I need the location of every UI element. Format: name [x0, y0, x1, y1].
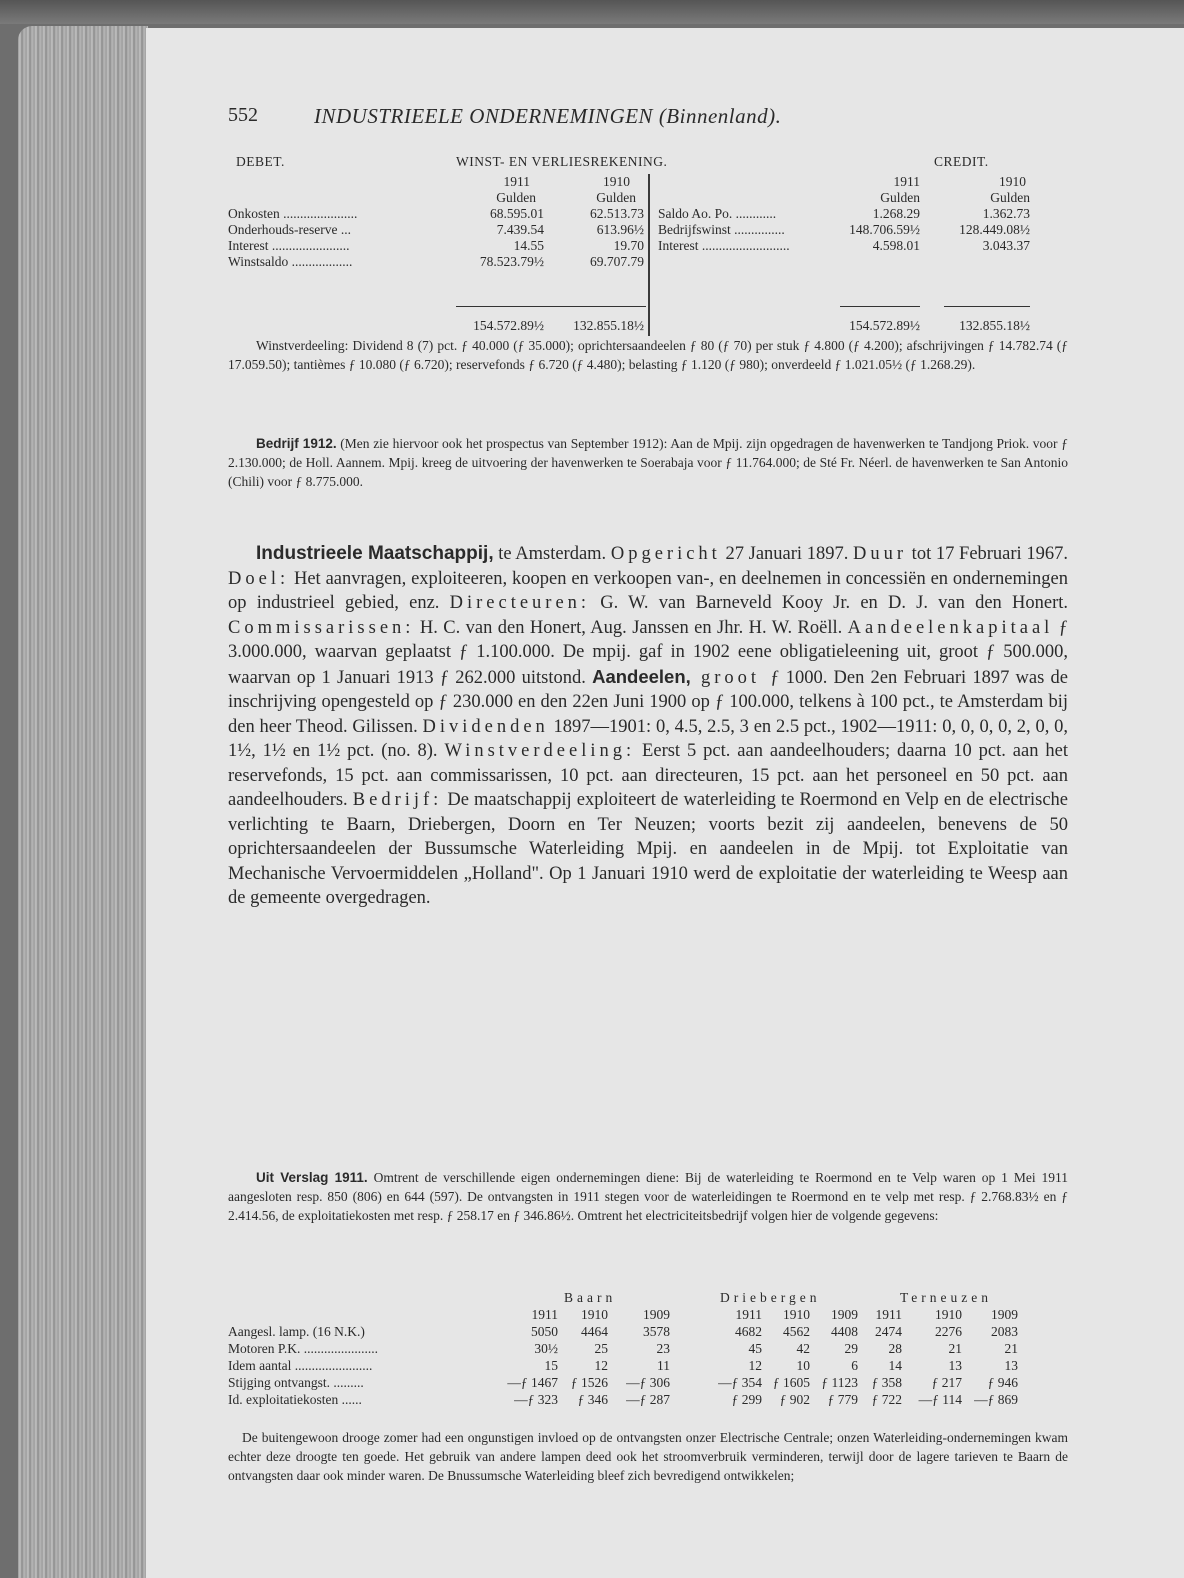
debet-column: [228, 206, 648, 270]
value-1911: 78.523.79½: [479, 254, 544, 269]
cell: 3578: [643, 1324, 670, 1339]
keyword-doel: Doel:: [228, 568, 290, 589]
entry-text: 1897—1901: 0, 4.5, 2.5, 3 en 2.5 pct., 1902—1911: 0, 0, 0, 0, 2, 0, 0, 1½, 1½ en 1½ pct. (no. 8).: [228, 716, 1068, 761]
row-label: Interest ..........................: [658, 238, 790, 253]
keyword-commissarissen: Commissarissen:: [228, 617, 415, 638]
stats-row: [228, 1375, 1068, 1392]
cell: ƒ 946: [987, 1375, 1018, 1390]
year-header: 1910: [783, 1307, 810, 1322]
cell: 28: [888, 1341, 902, 1356]
keyword-dividenden: Dividenden: [422, 716, 549, 737]
cell: 23: [656, 1341, 670, 1356]
debet-row: [228, 254, 648, 270]
cell: 12: [748, 1358, 762, 1373]
group-driebergen: Driebergen: [720, 1290, 821, 1305]
bedrijf-1912-paragraph: [228, 434, 1068, 491]
cell: 10: [796, 1358, 810, 1373]
year-header: 1911: [531, 1307, 558, 1322]
entry-text: G. W. van Barneveld Kooy Jr. en D. J. van den Honert.: [590, 593, 1068, 613]
value-1911: 148.706.59½: [849, 222, 920, 237]
year-header: 1911: [735, 1307, 762, 1322]
credit-total-rule: [944, 306, 1030, 307]
cell: 29: [844, 1341, 858, 1356]
profit-loss-account: [228, 154, 1068, 333]
cell: 4464: [581, 1324, 608, 1339]
cell: ƒ 1123: [821, 1375, 858, 1390]
running-title: INDUSTRIEELE ONDERNEMINGEN (Binnenland).: [314, 104, 782, 128]
entry-text: 27 Januari 1897.: [720, 544, 853, 564]
debet-total-rule: [456, 306, 646, 307]
cell: —ƒ 869: [974, 1392, 1018, 1407]
stats-row: [228, 1358, 1068, 1375]
debet-total-1910: 132.855.18½: [573, 318, 644, 333]
credit-label: CREDIT.: [934, 154, 989, 169]
stats-row: [228, 1341, 1068, 1358]
cell: 45: [748, 1341, 762, 1356]
entry-text: Eerst 5 pct. aan aandeelhouders; daarna 10 pct. aan het reservefonds, 15 pct. aan commissarissen, 10 pct. aan directeuren, 15 pct. aan het personeel en 50 pct. aan aandeelhouders.: [228, 741, 1068, 810]
keyword-duur: Duur: [853, 544, 908, 564]
cell: —ƒ 354: [718, 1375, 762, 1390]
row-label: Onderhouds-reserve ...: [228, 222, 351, 237]
keyword-winstverdeeling: Winstverdeeling:: [444, 741, 636, 761]
cell: 21: [1004, 1341, 1018, 1356]
cell: 4562: [783, 1324, 810, 1339]
cell: —ƒ 306: [626, 1375, 670, 1390]
cell: 25: [594, 1341, 608, 1356]
company-name: Industrieele Maatschappij,: [256, 543, 494, 564]
totals-row: [228, 318, 1068, 334]
debet-row: [228, 238, 648, 254]
cell: 11: [657, 1358, 670, 1373]
unit-label: Gulden: [496, 190, 536, 205]
cell: —ƒ 287: [626, 1392, 670, 1407]
keyword-aandeelen: Aandeelen,: [592, 665, 691, 687]
scan-top-edge: [0, 0, 1184, 24]
stats-row: [228, 1392, 1068, 1409]
unit-label: Gulden: [880, 190, 920, 205]
entry-text: De maatschappij exploiteert de waterleiding te Roermond en Velp en de electrische verlichting te Baarn, Driebergen, Doorn en Ter Neuzen; voorts bezit zij aandeelen, benevens de 50 oprichtersaandeelen der Bussumsche Waterleiding Mpij. en aandeelen in de Mpij. tot Exploitatie van Mechanische Vervoermiddelen „Holland". Op 1 Januari 1910 werd de exploitatie der waterleiding te Weesp aan de gemeente overgedragen.: [228, 790, 1068, 908]
value-1911: 1.268.29: [872, 206, 920, 221]
credit-row: [658, 206, 1068, 222]
value-1910: 62.513.73: [590, 206, 644, 221]
row-label: Aangesl. lamp. (16 N.K.): [228, 1324, 365, 1339]
cell: ƒ 902: [779, 1392, 810, 1407]
row-label: Saldo Ao. Po. ............: [658, 206, 777, 221]
credit-row: [658, 222, 1068, 238]
book-page-edges: [18, 26, 148, 1578]
credit-total-1911: 154.572.89½: [849, 318, 920, 333]
stats-row: [228, 1324, 1068, 1341]
cell: 14: [888, 1358, 902, 1373]
bedrijf-1912-text: (Men zie hiervoor ook het prospectus van September 1912): Aan de Mpij. zijn opgedragen de havenwerken te Tandjong Priok. voor ƒ 2.130.000; de Holl. Aannem. Mpij. kreeg de uitvoering der havenwerken te Soerabaja voor ƒ 11.764.000; de Sté Fr. Néerl. de havenwerken te San Antonio (Chili) voor ƒ 8.775.000.: [228, 436, 1068, 489]
cell: ƒ 358: [871, 1375, 902, 1390]
row-label: Bedrijfswinst ...............: [658, 222, 785, 237]
value-1910: 3.043.37: [982, 238, 1030, 253]
company-entry: [228, 542, 1068, 911]
cell: ƒ 722: [871, 1392, 902, 1407]
keyword-groot: groot: [690, 667, 771, 688]
bedrijf-1912-heading: Bedrijf 1912.: [256, 436, 337, 451]
debet-label: DEBET.: [236, 154, 285, 169]
row-label: Motoren P.K. ......................: [228, 1341, 379, 1356]
winstverdeeling-paragraph: Winstverdeeling: Dividend 8 (7) pct. ƒ 40.000 (ƒ 35.000); oprichtersaandeelen ƒ 80 (ƒ 70) per stuk ƒ 4.800 (ƒ 4.200); afschrijvingen ƒ 14.782.74 (ƒ 17.059.50); tantièmes ƒ 10.080 (ƒ 6.720); reservefonds ƒ 6.720 (ƒ 4.480); belasting ƒ 1.120 (ƒ 980); onverdeeld ƒ 1.021.05½ (ƒ 1.268.29).: [228, 338, 1068, 372]
cell: ƒ 779: [827, 1392, 858, 1407]
year-label: 1911: [503, 174, 530, 189]
entry-text: te Amsterdam.: [493, 544, 611, 564]
years-row: [228, 1307, 1068, 1324]
closing-paragraph: De buitengewoon drooge zomer had een ongunstigen invloed op de ontvangsten onzer Electrische Centrale; onzen Waterleiding-ondernemingen kwam echter deze droogte ten goede. Het gebruik van andere lampen deed ook het stroomverbruik verminderen, terwijl door de lagere tarieven te Baarn de ontvangsten daar ook minder waren. De Bnussumsche Waterleiding bleef zich bevredigend ontwikkelen;: [228, 1430, 1068, 1483]
row-label: Winstsaldo ..................: [228, 254, 353, 269]
credit-column: [658, 206, 1068, 254]
verslag-heading: Uit Verslag 1911.: [256, 1170, 368, 1185]
cell: 12: [594, 1358, 608, 1373]
entry-text: ƒ 3.000.000, waarvan geplaatst ƒ 1.100.000. De mpij. gaf in 1902 eene obligatieleening uit, groot ƒ 500.000, waarvan op 1 Januari 1913 ƒ 262.000 uitstond.: [228, 617, 1068, 688]
year-label: 1910: [999, 174, 1026, 189]
value-1911: 14.55: [513, 238, 544, 253]
value-1910: 69.707.79: [590, 254, 644, 269]
cell: ƒ 1526: [570, 1375, 608, 1390]
cell: ƒ 1605: [772, 1375, 810, 1390]
cell: 5050: [531, 1324, 558, 1339]
book-page: [146, 28, 1184, 1578]
credit-total-rule: [840, 306, 920, 307]
account-title: WINST- EN VERLIESREKENING.: [456, 154, 668, 169]
cell: 4408: [831, 1324, 858, 1339]
cell: ƒ 346: [577, 1392, 608, 1407]
group-header-row: [228, 1290, 1068, 1307]
cell: 4682: [735, 1324, 762, 1339]
cell: 2474: [875, 1324, 902, 1339]
electricity-statistics-table: [228, 1290, 1068, 1409]
unit-row: [228, 190, 1068, 206]
cell: 30½: [534, 1341, 558, 1356]
verslag-paragraph: [228, 1168, 1068, 1225]
page-number: 552: [228, 104, 258, 126]
cell: 2083: [991, 1324, 1018, 1339]
value-1910: 613.96½: [596, 222, 644, 237]
cell: 13: [1004, 1358, 1018, 1373]
value-1910: 1.362.73: [982, 206, 1030, 221]
unit-label: Gulden: [596, 190, 636, 205]
credit-total-1910: 132.855.18½: [959, 318, 1030, 333]
debet-row: [228, 206, 648, 222]
value-1911: 68.595.01: [490, 206, 544, 221]
cell: —ƒ 1467: [507, 1375, 558, 1390]
value-1910: 19.70: [613, 238, 644, 253]
row-label: Stijging ontvangst. .........: [228, 1375, 364, 1390]
row-label: Idem aantal .......................: [228, 1358, 373, 1373]
cell: 13: [948, 1358, 962, 1373]
row-label: Interest .......................: [228, 238, 350, 253]
verslag-text: Omtrent de verschillende eigen ondernemingen diene: Bij de waterleiding te Roermond en te Velp waren op 1 Mei 1911 aangesloten resp. 850 (806) en 644 (597). De ontvangsten in 1911 stegen voor de waterleidingen te Roermond en te velp met resp. ƒ 2.768.83½ en ƒ 2.414.56, de exploitatiekosten met resp. ƒ 258.17 en ƒ 346.86½. Omtrent het electriciteitsbedrijf volgen hier de volgende gegevens:: [228, 1170, 1068, 1223]
entry-text: Het aanvragen, exploiteeren, koopen en verkoopen van-, en deelnemen in concessiën en ondernemingen op industrieel gebied, enz.: [228, 568, 1068, 613]
entry-text: ƒ 1000. Den 2en Februari 1897 was de inschrijving opengesteld op ƒ 230.000 en den 22en Juni 1900 op ƒ 100.000, telkens à 100 pct., te Amsterdam bij den heer Theod. Gilissen.: [228, 667, 1068, 737]
row-label: Onkosten ......................: [228, 206, 358, 221]
cell: ƒ 299: [731, 1392, 762, 1407]
debet-year-row: [228, 174, 1068, 190]
credit-row: [658, 238, 1068, 254]
value-1910: 128.449.08½: [959, 222, 1030, 237]
keyword-directeuren: Directeuren:: [449, 593, 591, 613]
cell: 42: [796, 1341, 810, 1356]
year-header: 1909: [991, 1307, 1018, 1322]
unit-label: Gulden: [990, 190, 1030, 205]
running-head: [228, 104, 1068, 134]
debet-row: [228, 222, 648, 238]
value-1911: 4.598.01: [872, 238, 920, 253]
cell: 15: [544, 1358, 558, 1373]
cell: —ƒ 114: [918, 1392, 962, 1407]
year-header: 1910: [581, 1307, 608, 1322]
keyword-bedrijf: Bedrijf:: [352, 790, 443, 810]
cell: ƒ 217: [931, 1375, 962, 1390]
group-terneuzen: Terneuzen: [900, 1290, 993, 1305]
cell: 21: [948, 1341, 962, 1356]
value-1911: 7.439.54: [496, 222, 544, 237]
cell: 2276: [935, 1324, 962, 1339]
year-label: 1911: [893, 174, 920, 189]
year-header: 1909: [643, 1307, 670, 1322]
keyword-opgericht: Opgericht: [610, 544, 721, 564]
year-header: 1909: [831, 1307, 858, 1322]
group-baarn: Baarn: [564, 1290, 617, 1305]
row-label: Id. exploitatiekosten ......: [228, 1392, 362, 1407]
entry-text: H. C. van den Honert, Aug. Janssen en Jhr. H. W. Roëll.: [414, 617, 848, 638]
keyword-aandeelenkapitaal: Aandeelenkapitaal: [847, 617, 1054, 638]
account-header: [228, 154, 1068, 174]
year-label: 1910: [603, 174, 630, 189]
year-header: 1911: [875, 1307, 902, 1322]
year-header: 1910: [935, 1307, 962, 1322]
debet-total-1911: 154.572.89½: [473, 318, 544, 333]
entry-text: tot 17 Februari 1967.: [907, 544, 1068, 564]
cell: 6: [851, 1358, 858, 1373]
cell: —ƒ 323: [514, 1392, 558, 1407]
